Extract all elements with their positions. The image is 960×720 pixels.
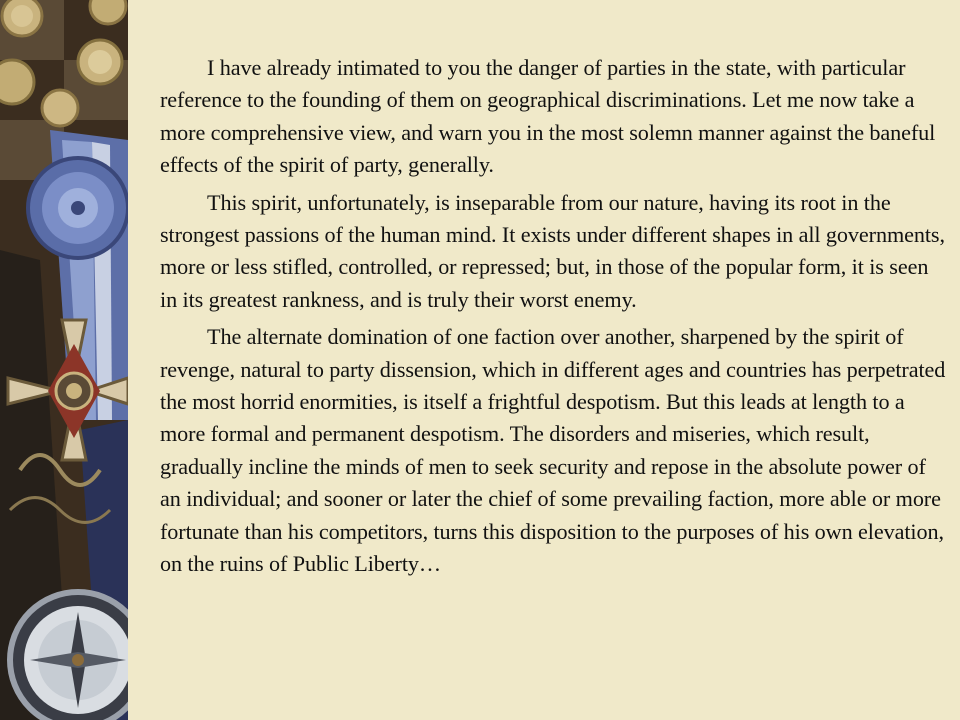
- paragraph-3: The alternate domination of one faction over another, sharpened by the spirit of revenge, natural to party dissension, which in different ages and countries has perpetrated the most horrid enormities, is itself a frightful despotism. But this leads at length to a more formal and permanent despotism. The disorders and miseries, which result, gradually incline the minds of men to seek security and repose in the absolute power of an individual; and sooner or later the chief of some prevailing faction, more able or more fortunate than his competitors, turns this disposition to the purposes of his own elevation, on the ruins of Public Liberty…: [160, 324, 946, 577]
- ribbon-rosette-icon: [28, 158, 128, 258]
- speech-text: [160, 52, 950, 586]
- decorative-side-image: [0, 0, 128, 720]
- compass-icon: [10, 592, 128, 720]
- paragraph-1: I have already intimated to you the danger of parties in the state, with particular reference to the founding of them on geographical discriminations. Let me now take a more comprehensive view, and warn you in the most solemn manner against the baneful effects of the spirit of party, generally.: [160, 55, 936, 178]
- paragraph-2: This spirit, unfortunately, is inseparable from our nature, having its root in the strongest passions of the human mind. It exists under different shapes in all governments, more or less stifled, controlled, or repressed; but, in those of the popular form, it is seen in its greatest rankness, and is truly their worst enemy.: [160, 189, 945, 312]
